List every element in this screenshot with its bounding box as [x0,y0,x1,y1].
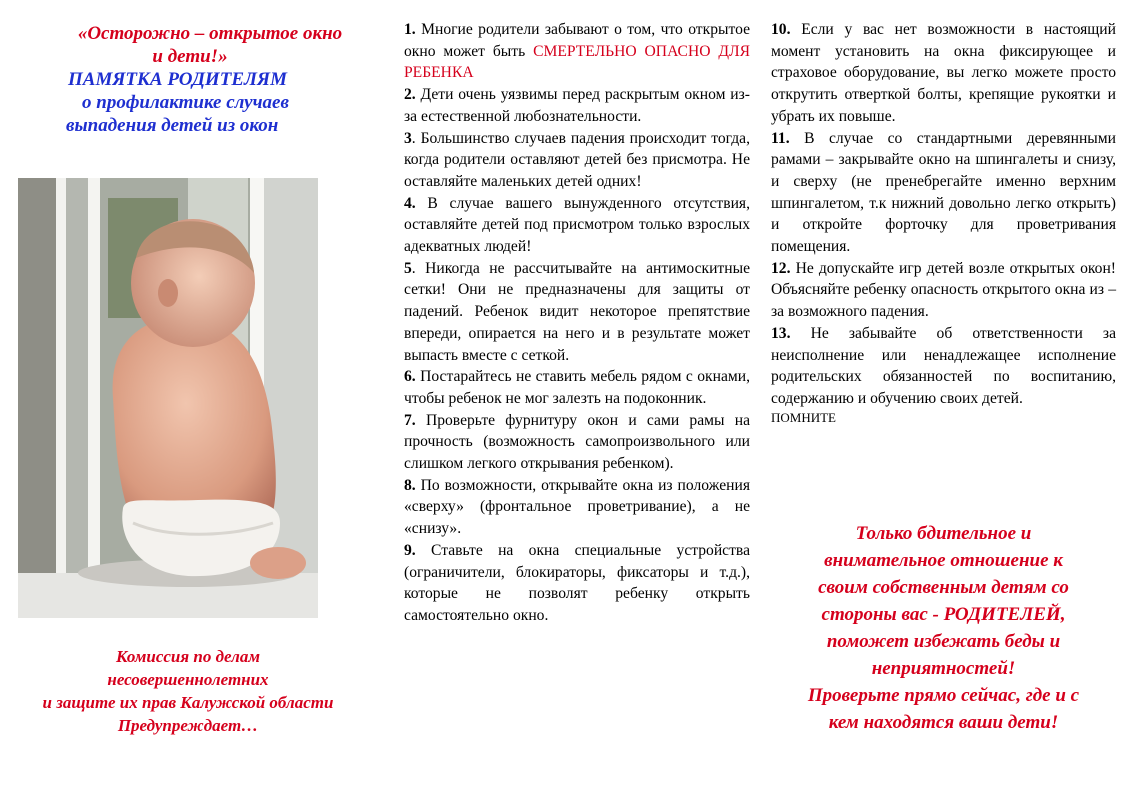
leaflet-title [60,22,360,137]
advice-number: 1. [404,21,416,38]
advice-text: Не забывайте об ответственности за неисполнение или ненадлежащее исполнение родительских обязанностей по воспитанию, содержанию и обучению своих детей. [771,324,1116,407]
advice-number: 6. [404,368,416,386]
advice-text: . Никогда не рассчитывайте на антимоскитные сетки! Они не предназначены для защиты от падений. Ребенок видит некоторое препятствие впереди, опирается на него и в результате может выпасть вместе с сеткой. [404,259,750,364]
closing-line-8: кем находятся ваши дети! [828,712,1059,733]
commission-signature [18,645,358,737]
baby-photo-icon [18,178,318,618]
advice-item [404,258,750,367]
advice-item [404,193,750,258]
commission-line-3: и защите их прав Калужской области [42,693,334,712]
advice-text: Если у вас нет возможности в настоящий момент установить на окна фиксирующее и страховое оборудование, вы легко можете просто открутить отверткой болты, крепящие рукоятки и убрать их повыше. [771,21,1116,125]
closing-line-5: поможет избежать беды и [826,631,1061,652]
advice-number: 9. [404,541,416,559]
advice-item [771,128,1116,258]
advice-list-part-2 [771,19,1116,426]
advice-number: 2. [404,86,416,104]
advice-text: Проверьте фурнитуру окон и сами рамы на прочность (возможность самопроизвольного или слишком легкого открывания ребенком). [404,411,750,473]
advice-text: Постарайтесь не ставить мебель рядом с окнами, чтобы ребенок не мог залезть на подоконник. [404,368,750,407]
closing-line-2: внимательное отношение к [824,550,1063,571]
advice-text: В случае вашего вынужденного отсутствия, оставляйте детей под присмотром только взрослых адекватных людей! [404,194,750,256]
advice-text: Ставьте на окна специальные устройства (ограничители, блокираторы, фиксаторы и т.д.), которые не позволят ребенку открыть самостоятельно окно. [404,541,750,624]
advice-item [404,540,750,627]
title-line-1: «Осторожно – открытое окно [77,23,343,44]
title-line-4: о профилактике случаев [82,92,289,113]
advice-item [404,128,750,193]
closing-line-4: стороны вас - РОДИТЕЛЕЙ, [821,604,1066,625]
commission-line-1: Комиссия по делам [115,647,261,666]
closing-line-3: своим собственным детям со [818,577,1069,598]
advice-text: Дети очень уязвимы перед раскрытым окном из-за естественной любознательности. [404,86,750,125]
closing-line-1: Только бдительное и [855,523,1032,544]
advice-item [404,19,750,84]
closing-message [771,520,1116,736]
advice-text: Не допускайте игр детей возле открытых окон! Объясняйте ребенку опасность открытого окна из – за возможного падения. [771,259,1116,321]
advice-item [404,84,750,127]
advice-highlight: СМЕРТЕЛЬНО ОПАСНО ДЛЯ РЕБЕНКА [404,42,750,82]
advice-number: 13. [771,324,791,342]
advice-item [404,366,750,409]
advice-text: В случае со стандартными деревянными рамами – закрывайте окно на шпингалеты и снизу, и сверху (не пренебрегайте именно верхним шпингалетом, т.к нижний довольно легко открыть) и откройте форточку для проветривания помещения. [771,129,1116,256]
advice-text: . Большинство случаев падения происходит тогда, когда родители оставляют детей без присмотра. Не оставляйте маленьких детей одних! [404,129,750,190]
closing-line-6: неприятностей! [871,658,1016,679]
baby-at-window-photo [18,178,318,618]
title-line-3: ПАМЯТКА РОДИТЕЛЯМ [68,69,288,90]
title-line-2: и дети!» [152,46,228,67]
advice-number: 10. [771,21,791,38]
remember-label: ПОМНИТЕ [771,409,836,425]
advice-text: По возможности, открывайте окна из положения «сверху» (фронтальное проветривание), а не «снизу». [404,476,750,538]
advice-number: 4. [404,194,416,212]
right-panel [771,0,1116,800]
middle-panel [404,0,750,800]
advice-number: 12. [771,259,791,277]
advice-item [771,258,1116,323]
advice-item [404,475,750,540]
advice-item [771,19,1116,128]
advice-list-part-1 [404,19,750,627]
advice-number: 11. [771,129,790,147]
title-line-5: выпадения детей из окон [66,115,279,136]
commission-line-2: несовершеннолетних [107,670,269,689]
closing-line-7: Проверьте прямо сейчас, где и с [807,685,1080,706]
advice-number: 7. [404,411,416,429]
advice-number: 5 [404,259,412,277]
advice-number: 3 [404,129,412,147]
commission-line-4: Предупреждает… [117,716,259,735]
advice-item [404,410,750,475]
advice-text: Многие родители забывают о том, что открытое окно может быть [404,21,750,60]
advice-item [771,323,1116,410]
left-panel [0,0,372,800]
advice-number: 8. [404,476,416,494]
